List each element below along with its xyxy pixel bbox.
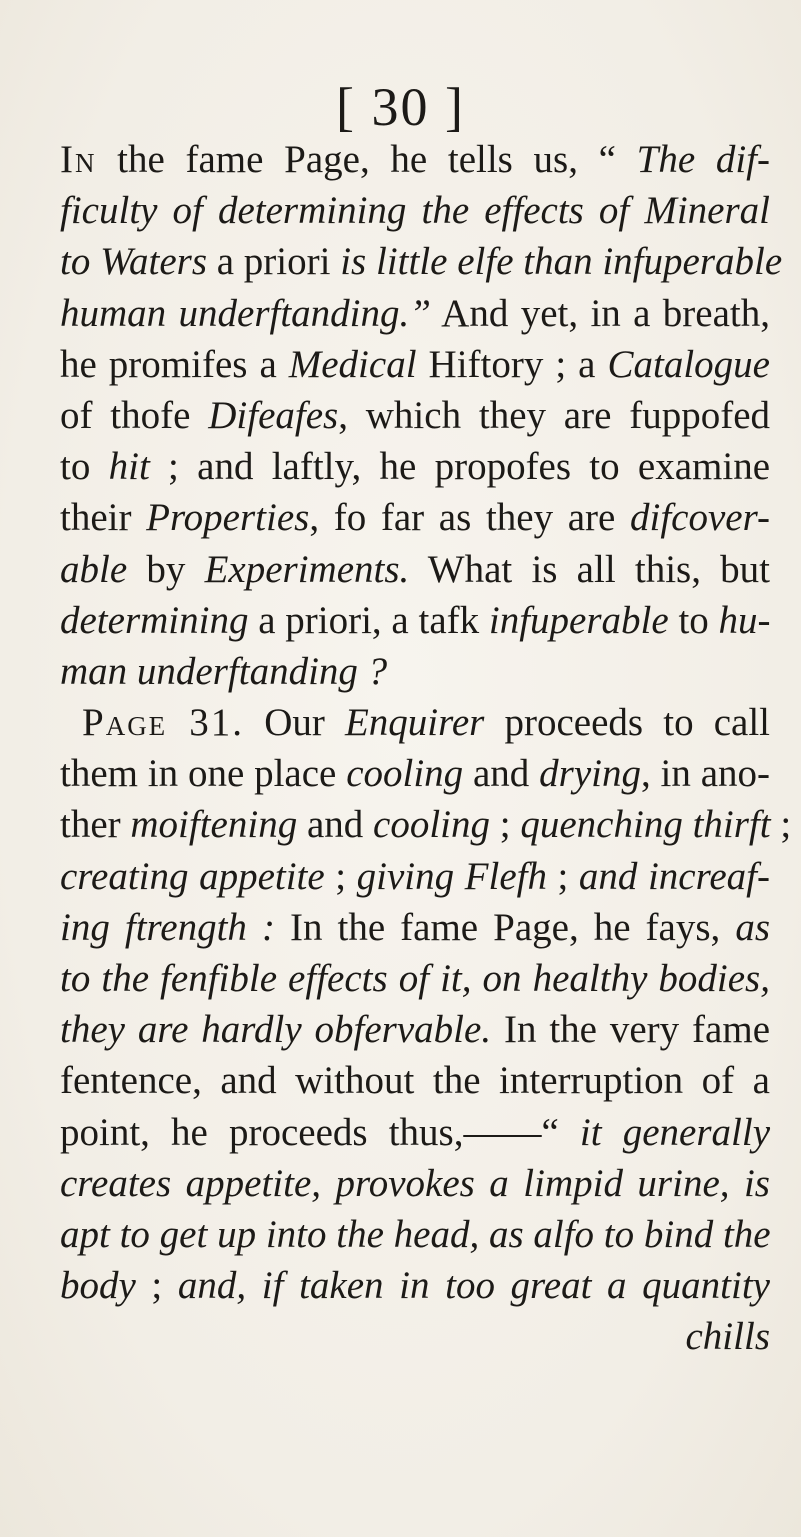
- text-line: of thofe Difeafes, which they are fuppofed: [60, 393, 770, 437]
- text-line: he promifes a Medical Hiftory ; a Catalogue: [60, 342, 770, 386]
- text-line: creating appetite ; giving Flefh ; and increaf-: [60, 854, 770, 898]
- page-number: [ 30 ]: [336, 77, 465, 137]
- text-line: to the fenfible effects of it, on healthy bodies,: [60, 957, 770, 1000]
- text-line: apt to get up into the head, as alfo to bind the: [60, 1212, 771, 1256]
- text-line: able by Experiments. What is all this, but: [60, 547, 770, 591]
- text-line: they are hardly obfervable. In the very fame: [60, 1008, 771, 1052]
- text-line: ficulty of determining the effects of Mineral: [60, 189, 770, 233]
- text-line: ther moiftening and cooling ; quenching thirft ;: [60, 803, 792, 847]
- text-line: to Waters a priori is little elfe than infuperable: [60, 240, 783, 284]
- text-line: man underftanding ?: [60, 649, 388, 693]
- text-line: human underftanding.” And yet, in a breath,: [60, 291, 770, 335]
- text-line: determining a priori, a tafk infuperable to hu-: [60, 598, 771, 642]
- text-line: point, he proceeds thus,——“ it generally: [60, 1110, 770, 1154]
- text-line: In the fame Page, he tells us, “ The dif-: [60, 138, 770, 181]
- text-line: their Properties, fo far as they are difcover-: [60, 496, 771, 540]
- text-line: fentence, and without the interruption of a: [60, 1059, 770, 1103]
- catchword: chills: [685, 1315, 770, 1359]
- text-line: creates appetite, provokes a limpid urine, is: [60, 1161, 770, 1205]
- text-line: ing ftrength : In the fame Page, he fays, as: [60, 905, 771, 949]
- text-line: them in one place cooling and drying, in ano-: [60, 752, 770, 796]
- body-text: [60, 134, 792, 1363]
- text-line: body ; and, if taken in too great a quantity: [60, 1264, 770, 1308]
- text-line: to hit ; and laftly, he propofes to examine: [60, 445, 771, 489]
- text-line: Page 31. Our Enquirer proceeds to call: [82, 701, 770, 745]
